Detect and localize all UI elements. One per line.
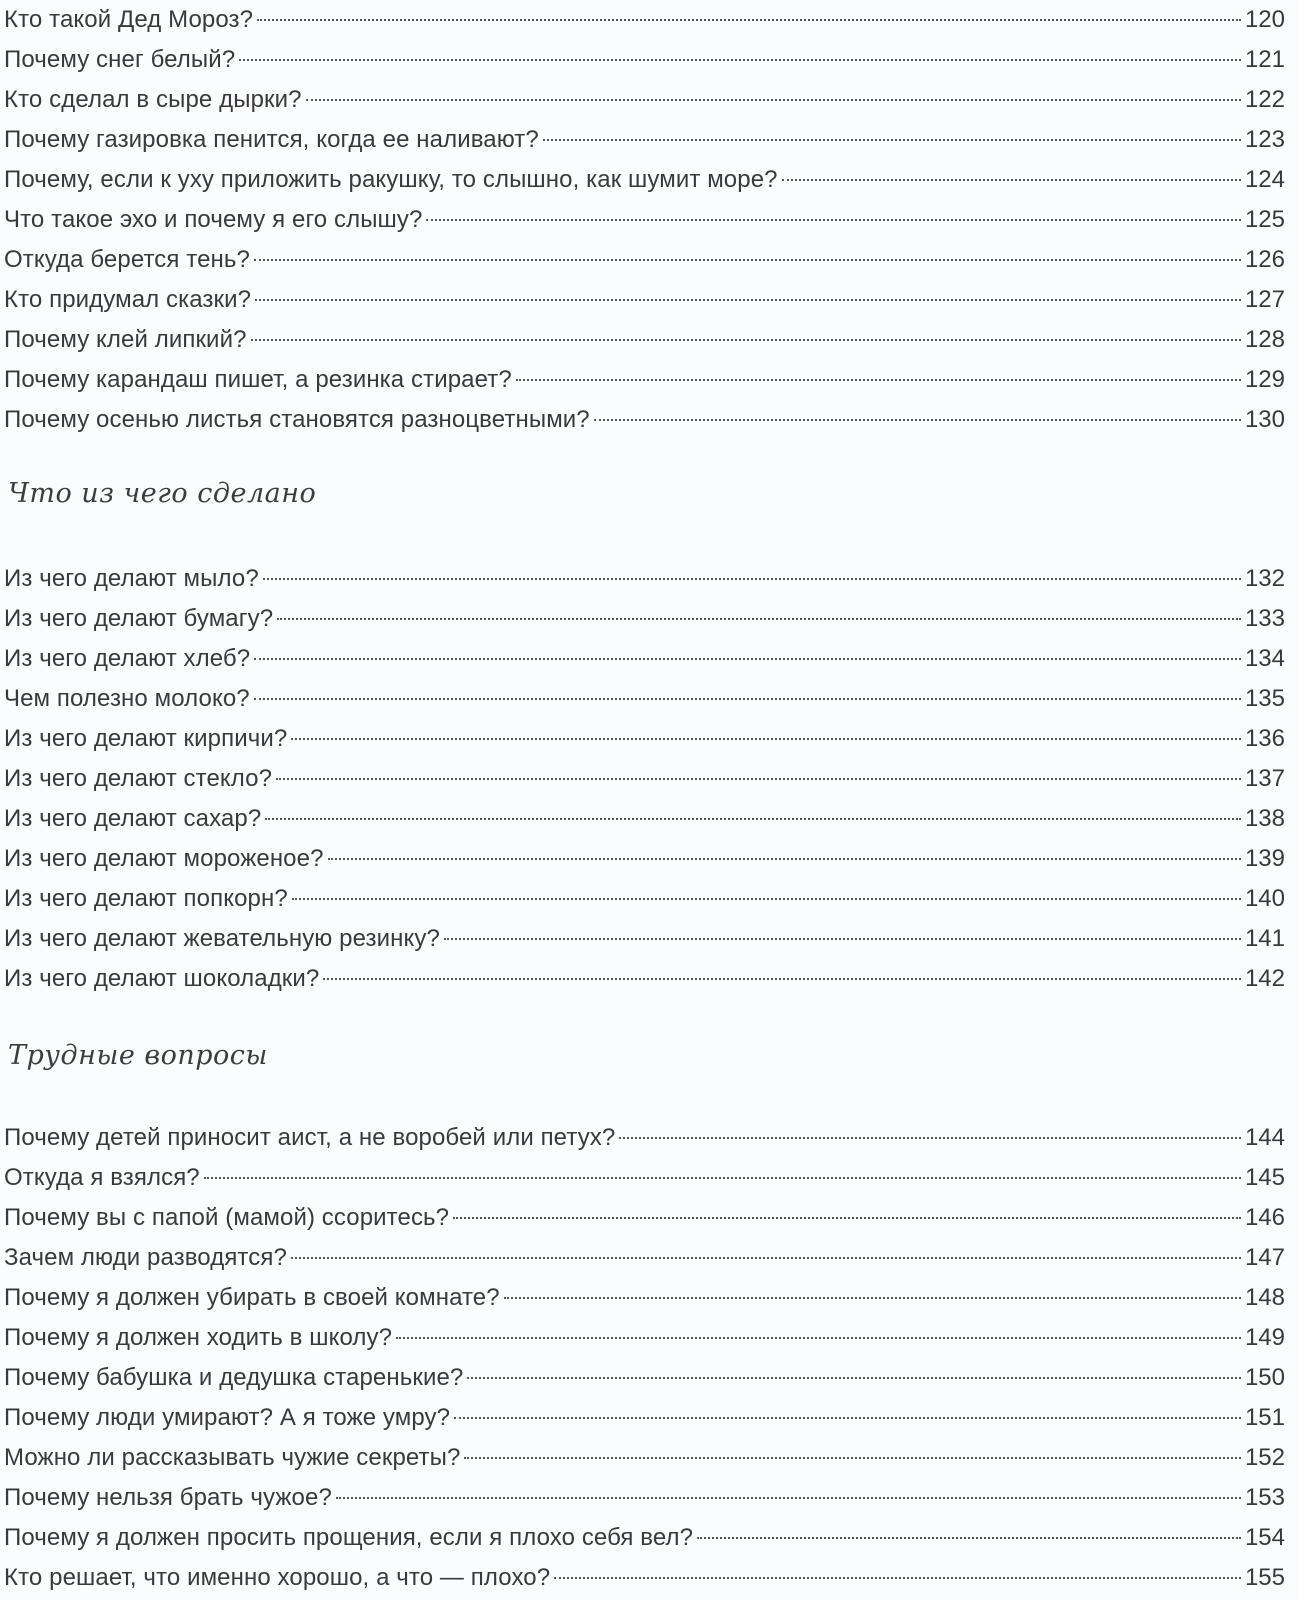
toc-leader-dots <box>504 1297 1241 1299</box>
toc-entry-title: Чем полезно молоко? <box>4 685 250 712</box>
toc-entry[interactable] <box>4 120 1285 160</box>
toc-section-1-entries <box>4 0 1285 440</box>
toc-entry-title: Из чего делают хлеб? <box>4 645 251 672</box>
toc-leader-dots <box>782 179 1241 181</box>
toc-page-number: 127 <box>1244 286 1285 313</box>
toc-leader-dots <box>464 1457 1241 1459</box>
toc-entry[interactable] <box>4 1198 1285 1238</box>
toc-page-number: 146 <box>1244 1204 1285 1231</box>
toc-entry-title: Почему, если к уху приложить ракушку, то слышно, как шумит море? <box>4 166 778 193</box>
toc-entry[interactable] <box>4 1558 1285 1598</box>
toc-leader-dots <box>251 339 1241 341</box>
toc-leader-dots <box>697 1537 1241 1539</box>
toc-page-number: 142 <box>1244 965 1285 992</box>
toc-entry[interactable] <box>4 1518 1285 1558</box>
toc-entry-title: Кто такой Дед Мороз? <box>4 6 254 33</box>
toc-leader-dots <box>263 578 1241 580</box>
toc-entry-title: Кто придумал сказки? <box>4 286 252 313</box>
toc-entry-title: Из чего делают попкорн? <box>4 885 288 912</box>
toc-entry-title: Кто сделал в сыре дырки? <box>4 86 302 113</box>
toc-page-number: 130 <box>1244 406 1285 433</box>
section-heading: Трудные вопросы <box>8 1040 268 1071</box>
toc-entry-title: Кто решает, что именно хорошо, а что — плохо? <box>4 1564 551 1591</box>
toc-page-number: 135 <box>1244 685 1285 712</box>
toc-entry[interactable] <box>4 839 1285 879</box>
toc-entry[interactable] <box>4 599 1285 639</box>
toc-entry-title: Из чего делают шоколадки? <box>4 965 320 992</box>
toc-entry[interactable] <box>4 360 1285 400</box>
toc-entry-title: Из чего делают мороженое? <box>4 845 324 872</box>
toc-leader-dots <box>516 379 1241 381</box>
toc-entry-title: Почему я должен просить прощения, если я плохо себя вел? <box>4 1524 694 1551</box>
toc-leader-dots <box>277 618 1241 620</box>
toc-entry[interactable] <box>4 1158 1285 1198</box>
toc-leader-dots <box>291 1257 1241 1259</box>
toc-page-number: 137 <box>1244 765 1285 792</box>
toc-page-number: 122 <box>1244 86 1285 113</box>
toc-entry[interactable] <box>4 679 1285 719</box>
toc-page-number: 141 <box>1244 925 1285 952</box>
toc-entry[interactable] <box>4 200 1285 240</box>
toc-page-number: 120 <box>1244 6 1285 33</box>
toc-entry-title: Почему газировка пенится, когда ее наливают? <box>4 126 539 153</box>
toc-leader-dots <box>444 938 1241 940</box>
toc-page-number: 132 <box>1244 565 1285 592</box>
toc-entry-title: Почему клей липкий? <box>4 326 247 353</box>
toc-section-3-entries <box>4 1118 1285 1598</box>
toc-entry[interactable] <box>4 0 1285 40</box>
toc-leader-dots <box>292 898 1241 900</box>
toc-page-number: 140 <box>1244 885 1285 912</box>
toc-leader-dots <box>255 299 1241 301</box>
toc-entry[interactable] <box>4 1398 1285 1438</box>
toc-entry[interactable] <box>4 1438 1285 1478</box>
toc-page-number: 154 <box>1244 1524 1285 1551</box>
toc-page-number: 155 <box>1244 1564 1285 1591</box>
toc-entry[interactable] <box>4 1318 1285 1358</box>
toc-entry[interactable] <box>4 320 1285 360</box>
toc-entry[interactable] <box>4 719 1285 759</box>
toc-entry[interactable] <box>4 1358 1285 1398</box>
toc-leader-dots <box>328 858 1241 860</box>
toc-entry-title: Почему я должен ходить в школу? <box>4 1324 393 1351</box>
toc-entry[interactable] <box>4 1118 1285 1158</box>
toc-entry-title: Можно ли рассказывать чужие секреты? <box>4 1444 461 1471</box>
toc-leader-dots <box>276 778 1241 780</box>
toc-page-number: 128 <box>1244 326 1285 353</box>
toc-page-number: 126 <box>1244 246 1285 273</box>
toc-entry[interactable] <box>4 1278 1285 1318</box>
toc-entry-title: Из чего делают сахар? <box>4 805 262 832</box>
toc-entry-title: Откуда я взялся? <box>4 1164 200 1191</box>
toc-leader-dots <box>619 1137 1241 1139</box>
toc-leader-dots <box>426 219 1241 221</box>
toc-leader-dots <box>323 978 1241 980</box>
toc-page-number: 125 <box>1244 206 1285 233</box>
toc-page-number: 152 <box>1244 1444 1285 1471</box>
toc-page-number: 134 <box>1244 645 1285 672</box>
toc-entry-title: Почему вы с папой (мамой) ссоритесь? <box>4 1204 450 1231</box>
toc-page-number: 138 <box>1244 805 1285 832</box>
toc-entry[interactable] <box>4 80 1285 120</box>
toc-leader-dots <box>453 1217 1241 1219</box>
toc-page-number: 139 <box>1244 845 1285 872</box>
toc-page-number: 151 <box>1244 1404 1285 1431</box>
toc-leader-dots <box>467 1377 1241 1379</box>
toc-entry-title: Из чего делают кирпичи? <box>4 725 288 752</box>
toc-page-number: 144 <box>1244 1124 1285 1151</box>
toc-leader-dots <box>291 738 1241 740</box>
toc-entry-title: Почему нельзя брать чужое? <box>4 1484 332 1511</box>
toc-leader-dots <box>254 698 1241 700</box>
toc-entry[interactable] <box>4 639 1285 679</box>
toc-entry[interactable] <box>4 240 1285 280</box>
toc-entry[interactable] <box>4 759 1285 799</box>
toc-leader-dots <box>265 818 1241 820</box>
toc-page-number: 133 <box>1244 605 1285 632</box>
toc-page-number: 150 <box>1244 1364 1285 1391</box>
toc-section-2-entries <box>4 559 1285 999</box>
toc-leader-dots <box>254 259 1241 261</box>
toc-page-number: 147 <box>1244 1244 1285 1271</box>
toc-page-number: 148 <box>1244 1284 1285 1311</box>
toc-entry[interactable] <box>4 1478 1285 1518</box>
toc-leader-dots <box>594 419 1241 421</box>
toc-entry-title: Из чего делают жевательную резинку? <box>4 925 440 952</box>
toc-entry[interactable] <box>4 160 1285 200</box>
toc-leader-dots <box>554 1577 1241 1579</box>
toc-entry-title: Из чего делают стекло? <box>4 765 273 792</box>
toc-entry[interactable] <box>4 400 1285 440</box>
toc-page-number: 124 <box>1244 166 1285 193</box>
toc-entry-title: Почему осенью листья становятся разноцветными? <box>4 406 590 433</box>
toc-entry-title: Почему карандаш пишет, а резинка стирает? <box>4 366 512 393</box>
toc-leader-dots <box>306 99 1241 101</box>
toc-entry-title: Зачем люди разводятся? <box>4 1244 287 1271</box>
toc-entry-title: Почему я должен убирать в своей комнате? <box>4 1284 500 1311</box>
toc-leader-dots <box>254 658 1241 660</box>
toc-page-number: 136 <box>1244 725 1285 752</box>
toc-entry[interactable] <box>4 1238 1285 1278</box>
toc-entry-title: Из чего делают бумагу? <box>4 605 274 632</box>
toc-entry-title: Почему люди умирают? А я тоже умру? <box>4 1404 451 1431</box>
toc-entry-title: Почему детей приносит аист, а не воробей или петух? <box>4 1124 616 1151</box>
toc-entry-title: Что такое эхо и почему я его слышу? <box>4 206 423 233</box>
toc-leader-dots <box>257 19 1241 21</box>
toc-page-number: 121 <box>1244 46 1285 73</box>
toc-entry[interactable] <box>4 959 1285 999</box>
toc-leader-dots <box>239 59 1241 61</box>
toc-entry[interactable] <box>4 879 1285 919</box>
toc-page-number: 149 <box>1244 1324 1285 1351</box>
toc-page-number: 153 <box>1244 1484 1285 1511</box>
toc-entry-title: Почему бабушка и дедушка старенькие? <box>4 1364 464 1391</box>
toc-entry[interactable] <box>4 799 1285 839</box>
toc-leader-dots <box>396 1337 1241 1339</box>
toc-leader-dots <box>204 1177 1241 1179</box>
toc-entry[interactable] <box>4 40 1285 80</box>
section-heading: Что из чего сделано <box>8 478 317 509</box>
toc-leader-dots <box>336 1497 1241 1499</box>
toc-entry[interactable] <box>4 280 1285 320</box>
toc-leader-dots <box>454 1417 1241 1419</box>
toc-page-number: 129 <box>1244 366 1285 393</box>
toc-entry[interactable] <box>4 559 1285 599</box>
toc-page-number: 145 <box>1244 1164 1285 1191</box>
toc-entry-title: Почему снег белый? <box>4 46 236 73</box>
toc-entry-title: Откуда берется тень? <box>4 246 250 273</box>
toc-page-number: 123 <box>1244 126 1285 153</box>
toc-entry[interactable] <box>4 919 1285 959</box>
toc-entry-title: Из чего делают мыло? <box>4 565 259 592</box>
toc-leader-dots <box>543 139 1241 141</box>
